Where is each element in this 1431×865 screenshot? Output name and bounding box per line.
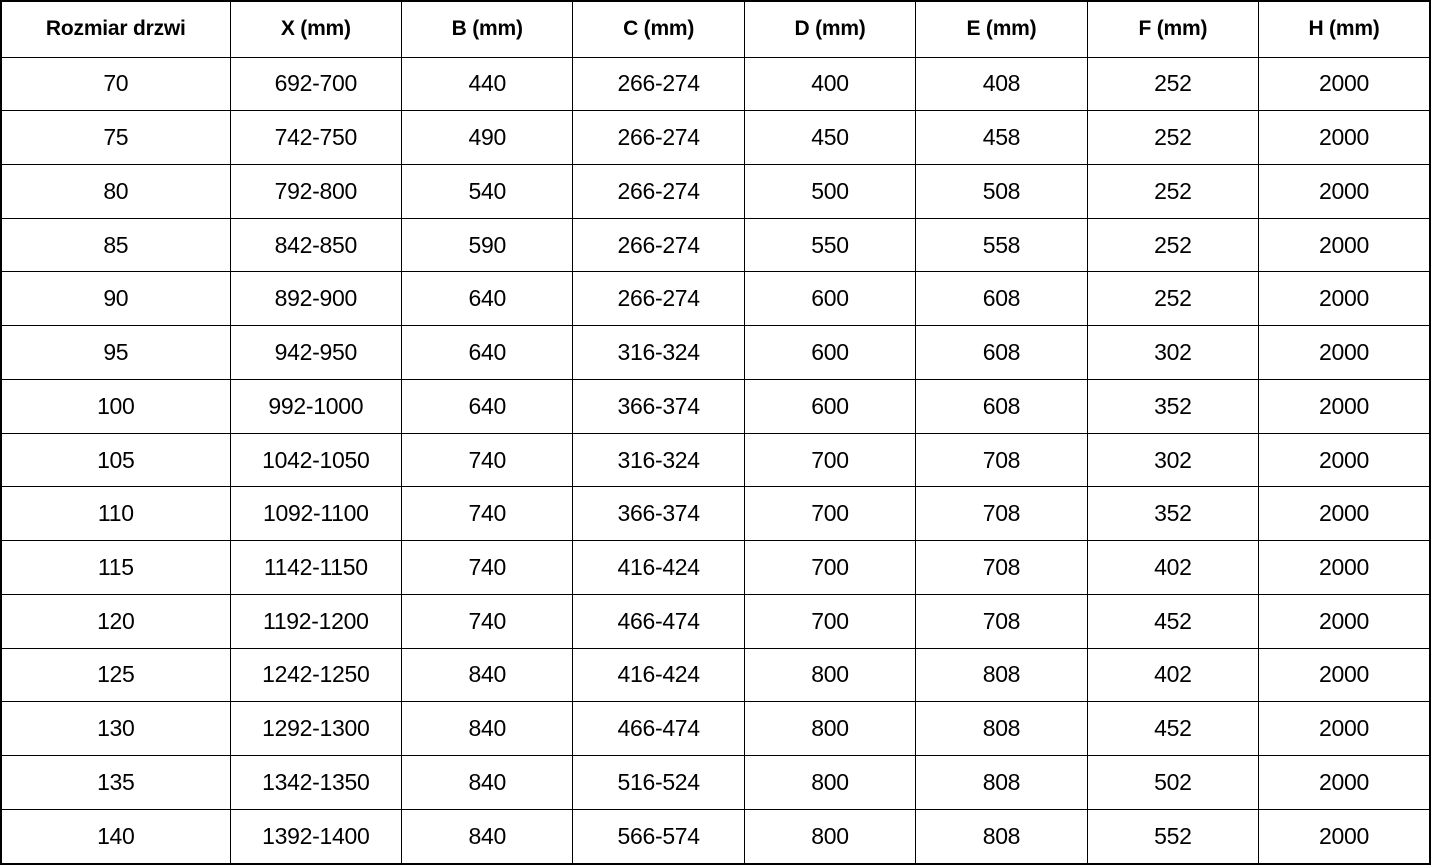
column-header-h-mm: H (mm) [1259, 1, 1430, 57]
table-cell: 792-800 [230, 164, 401, 218]
table-cell: 2000 [1259, 756, 1430, 810]
table-header [1, 1, 1430, 57]
table-cell: 266-274 [573, 218, 744, 272]
column-header-f-mm: F (mm) [1087, 1, 1258, 57]
table-cell: 252 [1087, 218, 1258, 272]
table-cell: 135 [1, 756, 230, 810]
table-cell: 80 [1, 164, 230, 218]
table-cell: 1092-1100 [230, 487, 401, 541]
table-cell: 110 [1, 487, 230, 541]
table-cell: 692-700 [230, 57, 401, 111]
table-row [1, 326, 1430, 380]
table-cell: 552 [1087, 809, 1258, 864]
table-cell: 558 [916, 218, 1087, 272]
table-cell: 452 [1087, 702, 1258, 756]
table-cell: 808 [916, 809, 1087, 864]
table-cell: 2000 [1259, 541, 1430, 595]
table-cell: 608 [916, 379, 1087, 433]
column-header-b-mm: B (mm) [402, 1, 573, 57]
table-cell: 90 [1, 272, 230, 326]
table-cell: 95 [1, 326, 230, 380]
table-cell: 115 [1, 541, 230, 595]
table-cell: 105 [1, 433, 230, 487]
table-cell: 1242-1250 [230, 648, 401, 702]
table-cell: 540 [402, 164, 573, 218]
table-row [1, 756, 1430, 810]
table-cell: 120 [1, 594, 230, 648]
table-row [1, 809, 1430, 864]
table-cell: 408 [916, 57, 1087, 111]
table-cell: 892-900 [230, 272, 401, 326]
table-cell: 352 [1087, 379, 1258, 433]
table-cell: 2000 [1259, 57, 1430, 111]
table-cell: 700 [744, 541, 915, 595]
table-cell: 708 [916, 594, 1087, 648]
table-cell: 2000 [1259, 111, 1430, 165]
table-cell: 2000 [1259, 433, 1430, 487]
table-cell: 416-424 [573, 648, 744, 702]
table-cell: 1142-1150 [230, 541, 401, 595]
table-cell: 842-850 [230, 218, 401, 272]
table-cell: 640 [402, 326, 573, 380]
table-cell: 2000 [1259, 702, 1430, 756]
table-cell: 440 [402, 57, 573, 111]
table-cell: 2000 [1259, 218, 1430, 272]
table-cell: 1192-1200 [230, 594, 401, 648]
table-cell: 100 [1, 379, 230, 433]
table-cell: 550 [744, 218, 915, 272]
table-cell: 2000 [1259, 326, 1430, 380]
table-cell: 800 [744, 648, 915, 702]
table-row [1, 218, 1430, 272]
table-cell: 700 [744, 594, 915, 648]
table-cell: 316-324 [573, 433, 744, 487]
table-cell: 840 [402, 809, 573, 864]
table-cell: 252 [1087, 111, 1258, 165]
table-cell: 266-274 [573, 57, 744, 111]
table-cell: 85 [1, 218, 230, 272]
table-cell: 502 [1087, 756, 1258, 810]
table-cell: 700 [744, 433, 915, 487]
table-cell: 2000 [1259, 164, 1430, 218]
table-cell: 302 [1087, 433, 1258, 487]
table-row [1, 164, 1430, 218]
table-cell: 1342-1350 [230, 756, 401, 810]
table-cell: 708 [916, 433, 1087, 487]
table-cell: 366-374 [573, 379, 744, 433]
table-row [1, 648, 1430, 702]
table-cell: 742-750 [230, 111, 401, 165]
table-cell: 466-474 [573, 702, 744, 756]
table-cell: 352 [1087, 487, 1258, 541]
table-cell: 840 [402, 648, 573, 702]
table-cell: 600 [744, 272, 915, 326]
table-cell: 450 [744, 111, 915, 165]
table-cell: 808 [916, 648, 1087, 702]
table-cell: 700 [744, 487, 915, 541]
table-cell: 566-574 [573, 809, 744, 864]
table-cell: 2000 [1259, 272, 1430, 326]
table-cell: 416-424 [573, 541, 744, 595]
table-cell: 640 [402, 272, 573, 326]
table-cell: 516-524 [573, 756, 744, 810]
table-cell: 942-950 [230, 326, 401, 380]
table-cell: 366-374 [573, 487, 744, 541]
table-cell: 252 [1087, 57, 1258, 111]
table-cell: 608 [916, 272, 1087, 326]
table-cell: 600 [744, 379, 915, 433]
table-cell: 400 [744, 57, 915, 111]
table-cell: 600 [744, 326, 915, 380]
table-row [1, 57, 1430, 111]
table-cell: 2000 [1259, 648, 1430, 702]
table-cell: 708 [916, 541, 1087, 595]
table-cell: 708 [916, 487, 1087, 541]
table-cell: 2000 [1259, 379, 1430, 433]
table-cell: 266-274 [573, 164, 744, 218]
column-header-x-mm: X (mm) [230, 1, 401, 57]
table-cell: 500 [744, 164, 915, 218]
table-cell: 800 [744, 809, 915, 864]
table-cell: 75 [1, 111, 230, 165]
table-cell: 590 [402, 218, 573, 272]
table-cell: 70 [1, 57, 230, 111]
table-cell: 808 [916, 756, 1087, 810]
table-cell: 452 [1087, 594, 1258, 648]
table-row [1, 594, 1430, 648]
table-row [1, 379, 1430, 433]
table-cell: 466-474 [573, 594, 744, 648]
table-cell: 640 [402, 379, 573, 433]
table-row [1, 702, 1430, 756]
table-cell: 800 [744, 756, 915, 810]
table-cell: 252 [1087, 164, 1258, 218]
table-row [1, 111, 1430, 165]
table-cell: 402 [1087, 648, 1258, 702]
column-header-rozmiar-drzwi: Rozmiar drzwi [1, 1, 230, 57]
table-cell: 266-274 [573, 272, 744, 326]
table-cell: 740 [402, 487, 573, 541]
table-cell: 302 [1087, 326, 1258, 380]
table-row [1, 272, 1430, 326]
table-cell: 130 [1, 702, 230, 756]
column-header-c-mm: C (mm) [573, 1, 744, 57]
table-cell: 808 [916, 702, 1087, 756]
table-cell: 800 [744, 702, 915, 756]
table-cell: 840 [402, 756, 573, 810]
table-cell: 458 [916, 111, 1087, 165]
table-cell: 508 [916, 164, 1087, 218]
table-cell: 608 [916, 326, 1087, 380]
table-cell: 2000 [1259, 594, 1430, 648]
table-cell: 125 [1, 648, 230, 702]
table-header-row [1, 1, 1430, 57]
table-row [1, 541, 1430, 595]
table-cell: 740 [402, 433, 573, 487]
table-cell: 316-324 [573, 326, 744, 380]
table-row [1, 487, 1430, 541]
table-cell: 252 [1087, 272, 1258, 326]
table-row [1, 433, 1430, 487]
table-cell: 266-274 [573, 111, 744, 165]
table-cell: 992-1000 [230, 379, 401, 433]
column-header-d-mm: D (mm) [744, 1, 915, 57]
table-cell: 2000 [1259, 809, 1430, 864]
table-cell: 402 [1087, 541, 1258, 595]
table-cell: 490 [402, 111, 573, 165]
table-cell: 1392-1400 [230, 809, 401, 864]
table-cell: 140 [1, 809, 230, 864]
table-cell: 740 [402, 594, 573, 648]
table-cell: 1042-1050 [230, 433, 401, 487]
table-cell: 1292-1300 [230, 702, 401, 756]
table-cell: 840 [402, 702, 573, 756]
table-cell: 2000 [1259, 487, 1430, 541]
column-header-e-mm: E (mm) [916, 1, 1087, 57]
table-cell: 740 [402, 541, 573, 595]
table-body [1, 57, 1430, 864]
